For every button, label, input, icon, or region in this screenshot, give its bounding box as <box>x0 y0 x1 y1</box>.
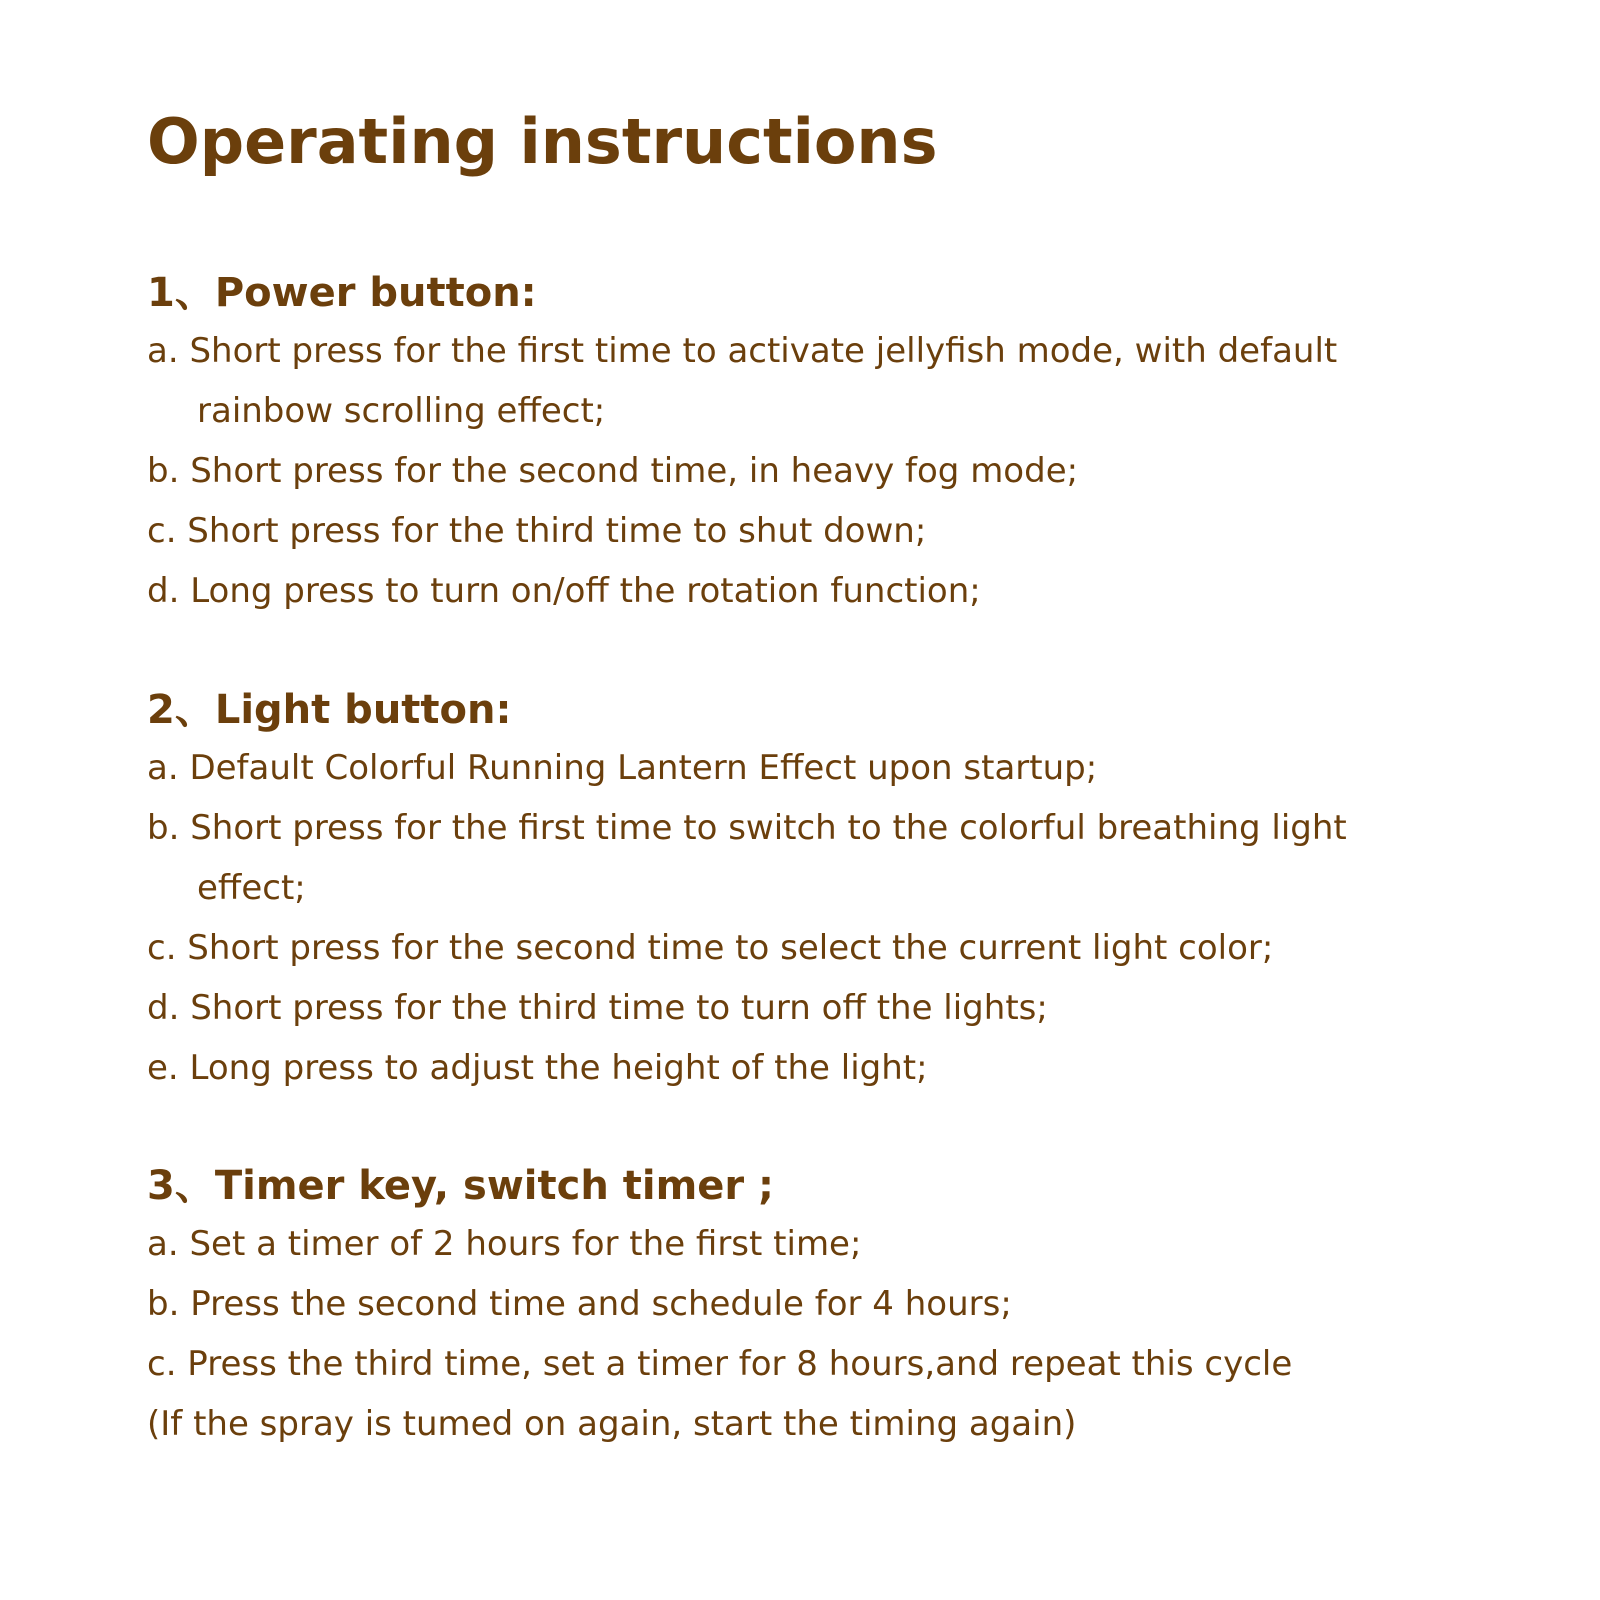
item-text-continued: rainbow scrolling effect; <box>197 391 606 431</box>
list-item: a. Default Colorful Running Lantern Effect upon startup; <box>147 748 1098 788</box>
list-item: e. Long press to adjust the height of the light; <box>147 1048 928 1088</box>
section-heading: 2、Light button: <box>147 687 512 733</box>
item-text: a. Short press for the first time to activate jellyfish mode, with default <box>147 331 1338 371</box>
section-heading: 3、Timer key, switch timer ; <box>147 1163 775 1209</box>
item-text: b. Short press for the first time to switch to the colorful breathing light <box>147 808 1347 848</box>
section-timer-key <box>147 1158 1467 1454</box>
list-item: b. Press the second time and schedule for 4 hours; <box>147 1284 1012 1324</box>
section-power-button <box>147 265 1467 621</box>
list-item: b. Short press for the second time, in heavy fog mode; <box>147 451 1079 491</box>
list-item: c. Short press for the second time to select the current light color; <box>147 928 1274 968</box>
section-light-button <box>147 682 1467 1098</box>
list-item: (If the spray is tumed on again, start the timing again) <box>147 1404 1077 1444</box>
list-item <box>147 321 1467 441</box>
instructions-page <box>147 102 1467 1444</box>
list-item: c. Short press for the third time to shut down; <box>147 511 927 551</box>
list-item: a. Set a timer of 2 hours for the first time; <box>147 1224 862 1264</box>
section-heading: 1、Power button: <box>147 270 537 316</box>
page-title: Operating instructions <box>147 105 938 178</box>
list-item <box>147 798 1467 918</box>
item-text-continued: effect; <box>197 868 306 908</box>
list-item: d. Long press to turn on/off the rotation function; <box>147 571 981 611</box>
list-item: d. Short press for the third time to turn off the lights; <box>147 988 1048 1028</box>
list-item: c. Press the third time, set a timer for 8 hours,and repeat this cycle <box>147 1344 1293 1384</box>
